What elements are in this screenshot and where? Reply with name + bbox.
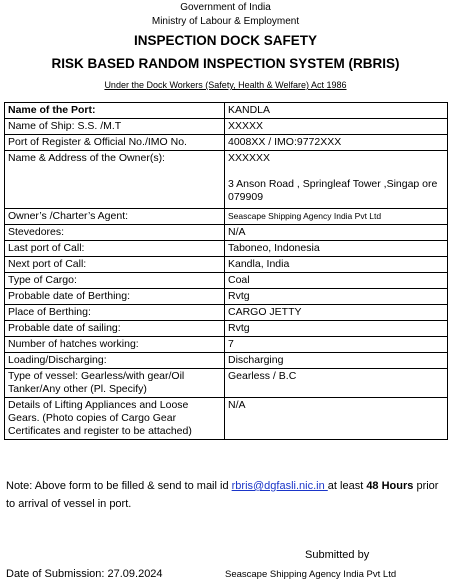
- lifting-value: N/A: [225, 398, 448, 440]
- table-row: [5, 273, 448, 289]
- vessel-type-label: Type of vessel: Gearless/with gear/Oil Tanker/Any other (Pl. Specify): [5, 369, 225, 398]
- loading-value: Discharging: [225, 353, 448, 369]
- document-subtitle: RISK BASED RANDOM INSPECTION SYSTEM (RBRIS): [51, 56, 400, 71]
- berthing-date-label: Probable date of Berthing:: [5, 289, 225, 305]
- port-label: Name of the Port:: [5, 103, 225, 119]
- note-suffix: prior to arrival of vessel in port.: [6, 480, 439, 510]
- next-port-value: Kandla, India: [225, 257, 448, 273]
- berthing-place-label: Place of Berthing:: [5, 305, 225, 321]
- note-middle: at least: [327, 480, 367, 492]
- vessel-type-value: Gearless / B.C: [225, 369, 448, 398]
- note-text: [6, 477, 444, 513]
- submitter-company: Seascape Shipping Agency India Pvt Ltd: [225, 569, 397, 580]
- table-row: [5, 289, 448, 305]
- note-prefix: Note: Above form to be filled & send to mail id: [6, 480, 232, 492]
- sailing-value: Rvtg: [225, 321, 448, 337]
- owner-label: Name & Address of the Owner(s):: [5, 151, 225, 209]
- agent-value: Seascape Shipping Agency India Pvt Ltd: [225, 209, 448, 225]
- hatches-label: Number of hatches working:: [5, 337, 225, 353]
- ministry-heading: Ministry of Labour & Employment: [151, 16, 300, 27]
- last-port-value: Taboneo, Indonesia: [225, 241, 448, 257]
- next-port-label: Next port of Call:: [5, 257, 225, 273]
- inspection-form-table: [4, 102, 448, 440]
- register-label: Port of Register & Official No./IMO No.: [5, 135, 225, 151]
- table-row: [5, 337, 448, 353]
- cargo-value: Coal: [225, 273, 448, 289]
- table-row: [5, 241, 448, 257]
- table-row: [5, 103, 448, 119]
- email-link[interactable]: rbris@dgfasli.nic.in: [231, 480, 328, 492]
- submission-date: Date of Submission: 27.09.2024: [6, 568, 163, 580]
- register-value: 4008XX / IMO:9772XXX: [225, 135, 448, 151]
- government-heading: Government of India: [180, 2, 271, 13]
- document-title: INSPECTION DOCK SAFETY: [133, 33, 317, 48]
- last-port-label: Last port of Call:: [5, 241, 225, 257]
- table-row: [5, 257, 448, 273]
- stevedores-label: Stevedores:: [5, 225, 225, 241]
- table-row: [5, 151, 448, 209]
- ship-value: XXXXX: [225, 119, 448, 135]
- table-row: [5, 369, 448, 398]
- owner-address: 3 Anson Road , Springleaf Tower ,Singap ore 079909: [228, 178, 438, 203]
- table-row: [5, 398, 448, 440]
- note-bold: 48 Hours: [366, 480, 414, 492]
- act-reference: Under the Dock Workers (Safety, Health & Welfare) Act 1986: [104, 80, 347, 90]
- table-row: [5, 305, 448, 321]
- table-row: [5, 353, 448, 369]
- table-row: [5, 225, 448, 241]
- loading-label: Loading/Discharging:: [5, 353, 225, 369]
- table-row: [5, 209, 448, 225]
- owner-value: [225, 151, 448, 209]
- table-row: [5, 119, 448, 135]
- stevedores-value: N/A: [225, 225, 448, 241]
- agent-label: Owner’s /Charter’s Agent:: [5, 209, 225, 225]
- hatches-value: 7: [225, 337, 448, 353]
- owner-name: XXXXXX: [228, 152, 271, 164]
- cargo-label: Type of Cargo:: [5, 273, 225, 289]
- port-value: KANDLA: [225, 103, 448, 119]
- berthing-date-value: Rvtg: [225, 289, 448, 305]
- table-row: [5, 135, 448, 151]
- submitted-by-label: Submitted by: [305, 549, 370, 561]
- berthing-place-value: CARGO JETTY: [225, 305, 448, 321]
- table-row: [5, 321, 448, 337]
- lifting-label: Details of Lifting Appliances and Loose Gears. (Photo copies of Cargo Gear Certificates and register to be attached): [5, 398, 225, 440]
- sailing-label: Probable date of sailing:: [5, 321, 225, 337]
- ship-label: Name of Ship: S.S. /M.T: [5, 119, 225, 135]
